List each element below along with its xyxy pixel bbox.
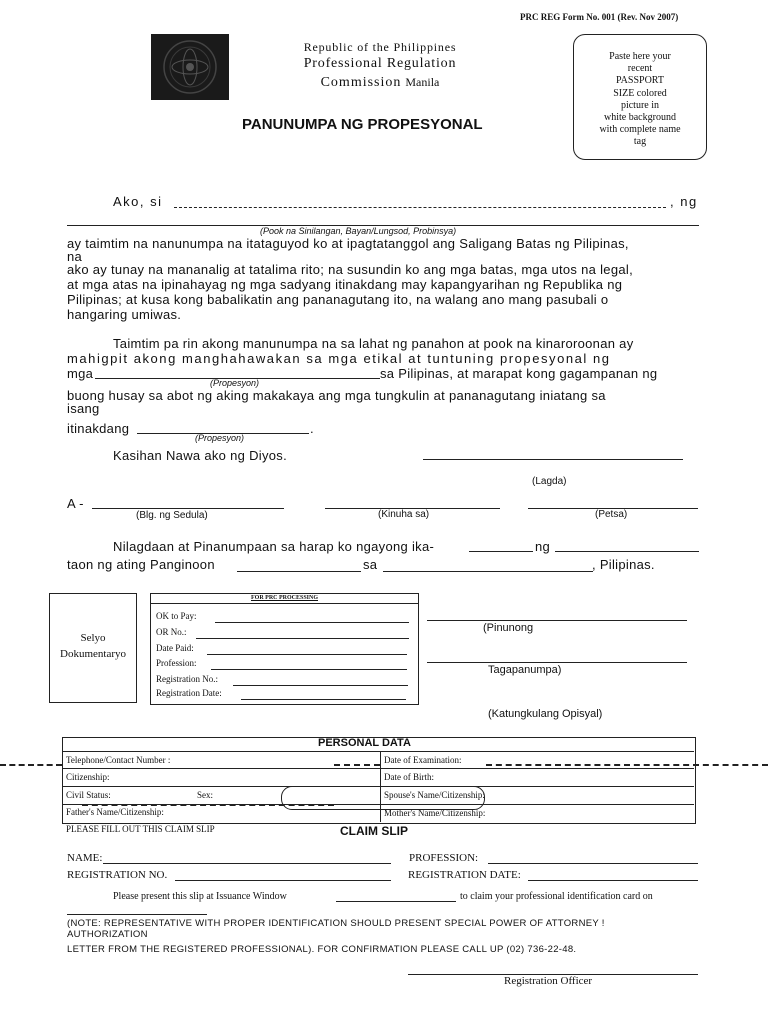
- photo-line: Paste here your: [609, 51, 671, 62]
- claim-reg-no-line[interactable]: [175, 880, 391, 881]
- reg-no-line[interactable]: [233, 685, 408, 686]
- oath-p2-line2: mahigpit akong manghahawakan sa mga etikal at tuntuning propesyonal ng: [67, 351, 611, 366]
- selyo-line: Selyo: [80, 632, 106, 644]
- please-fill-label: PLEASE FILL OUT THIS CLAIM SLIP: [66, 824, 215, 834]
- header-republic: Republic of the Philippines: [303, 40, 457, 54]
- signature-line[interactable]: [423, 459, 683, 460]
- seal-emblem-icon: [151, 34, 229, 100]
- profession-label-1: (Propesyon): [210, 378, 260, 388]
- ako-si-label: Ako, si: [113, 194, 163, 209]
- pd-divider: [62, 751, 694, 752]
- reg-date-line[interactable]: [241, 699, 406, 700]
- mga-label: mga: [67, 366, 94, 381]
- claim-name-label: NAME:: [67, 852, 103, 864]
- sex-label: Sex:: [197, 790, 214, 800]
- oath-line: at mga atas na ipinahayag ng mga sadyang itinakdang may kapangyarihan ng Republika ng: [67, 277, 623, 292]
- pd-divider: [62, 768, 694, 769]
- profession-field-line[interactable]: [211, 669, 407, 670]
- oath-p2-line3: sa Pilipinas, at marapat kong gagampanan ng: [380, 366, 658, 381]
- oath-line: ako ay tunay na mananalig at tatalima rito; na susundin ko ang mga batas, mga utos na legal,: [67, 262, 633, 277]
- lagda-label: (Lagda): [532, 476, 567, 487]
- date-exam-label: Date of Examination:: [384, 755, 462, 765]
- oath-line: hangaring umiwas.: [67, 307, 182, 322]
- form-number: PRC REG Form No. 001 (Rev. Nov 2007): [520, 12, 679, 22]
- citizenship-label: Citizenship:: [66, 772, 110, 782]
- processing-box: [150, 593, 419, 705]
- oath-p2-line4: buong husay sa abot ng aking makakaya ang mga tungkulin at pananagutang iniatang sa: [67, 388, 606, 403]
- profession-label-2: (Propesyon): [195, 433, 245, 443]
- or-no-line[interactable]: [196, 638, 409, 639]
- present-text-b: to claim your professional identification card on: [460, 891, 653, 902]
- header: [290, 40, 470, 91]
- a-prefix: A -: [67, 496, 84, 511]
- pilipinas-text: , Pilipinas.: [592, 557, 655, 572]
- note-line-3: LETTER FROM THE REGISTERED PROFESSIONAL). FOR CONFIRMATION PLEASE CALL UP (02) 736-22-48.: [67, 944, 577, 955]
- selyo-line: Dokumentaryo: [60, 648, 126, 660]
- processing-header: FOR PRC PROCESSING: [250, 595, 318, 601]
- page-title: PANUNUMPA NG PROPESYONAL: [242, 116, 483, 133]
- father-label: Father's Name/Citizenship:: [66, 807, 164, 817]
- photo-line: recent: [627, 63, 653, 75]
- pinunong-line[interactable]: [427, 620, 687, 621]
- period: .: [310, 421, 314, 436]
- oath-paragraph-1: [67, 236, 707, 322]
- month-line[interactable]: [555, 551, 699, 552]
- header-prc: Professional Regulation: [303, 56, 457, 71]
- date-birth-label: Date of Birth:: [384, 772, 434, 782]
- claim-reg-no-label: REGISTRATION NO.: [67, 869, 168, 881]
- kasihan-text: Kasihan Nawa ako ng Diyos.: [113, 448, 288, 463]
- cut-dashes-right: [486, 764, 768, 766]
- place-line[interactable]: [383, 571, 593, 572]
- ok-to-pay-label: OK to Pay:: [156, 611, 197, 621]
- photo-line: picture in: [620, 99, 660, 111]
- header-commission: [290, 73, 470, 91]
- oath-p2-line5: isang: [67, 401, 100, 416]
- issuance-window-line[interactable]: [336, 901, 456, 902]
- present-text-a: Please present this slip at Issuance Window: [113, 891, 287, 902]
- reg-no-label: Registration No.:: [156, 674, 218, 684]
- nilagdaan-ng: ng: [535, 539, 551, 554]
- claim-date-line[interactable]: [67, 914, 207, 915]
- cut-dashes-mid: [334, 764, 380, 766]
- date-paid-line[interactable]: [207, 654, 407, 655]
- day-line[interactable]: [469, 551, 533, 552]
- header-manila: Manila: [405, 75, 440, 89]
- ok-to-pay-line[interactable]: [215, 622, 409, 623]
- year-line[interactable]: [237, 571, 361, 572]
- civil-status-label: Civil Status:: [66, 790, 111, 800]
- claim-name-line[interactable]: [103, 863, 391, 864]
- tagapanumpa-label: Tagapanumpa): [488, 664, 562, 676]
- oath-line: na: [67, 249, 83, 264]
- spouse-label: Spouse's Name/Citizenship:: [384, 790, 485, 800]
- sedula-label: (Blg. ng Sedula): [136, 510, 208, 521]
- registration-officer-label: Registration Officer: [504, 975, 593, 987]
- itinakdang-label: itinakdang: [67, 421, 130, 436]
- photo-line: with complete name: [599, 124, 681, 136]
- claim-profession-label: PROFESSION:: [409, 852, 479, 864]
- oath-line: ay taimtim na nanunumpa na itataguyod ko at ipagtatanggol ang Saligang Batas ng Pilipinas,: [67, 236, 629, 251]
- ng-label: , ng: [670, 194, 698, 209]
- highlight-oval: [281, 786, 485, 810]
- katungkulang-label: (Katungkulang Opisyal): [488, 708, 603, 720]
- claim-reg-date-label: REGISTRATION DATE:: [408, 869, 521, 881]
- note-line-2: AUTHORIZATION: [67, 929, 148, 940]
- prc-seal-logo: [151, 34, 229, 100]
- photo-line: SIZE colored: [613, 87, 667, 99]
- sedula-line[interactable]: [92, 508, 284, 509]
- reg-date-label: Registration Date:: [156, 688, 222, 698]
- cut-dashes-left: [0, 764, 62, 766]
- taon-text: taon ng ating Panginoon: [67, 557, 215, 572]
- pinunong-label: (Pinunong: [483, 622, 534, 634]
- oath-line: Pilipinas; at kusa kong babalikatin ang pananagutang ito, na walang ano mang pasubali o: [67, 292, 609, 307]
- name-dashed-line[interactable]: [174, 207, 666, 208]
- note-line-1: (NOTE: REPRESENTATIVE WITH PROPER IDENTIFICATION SHOULD PRESENT SPECIAL POWER OF ATTORNEY !: [67, 918, 605, 929]
- or-no-label: OR No.:: [156, 627, 187, 637]
- claim-slip-title: CLAIM SLIP: [340, 824, 408, 838]
- date-paid-label: Date Paid:: [156, 643, 194, 653]
- nilagdaan-text: Nilagdaan at Pinanumpaan sa harap ko ngayong ika-: [113, 539, 435, 554]
- birthplace-label: (Pook na Sinilangan, Bayan/Lungsod, Probinsya): [260, 226, 457, 236]
- photo-line: white background: [604, 112, 676, 124]
- mother-label: Mother's Name/Citizenship:: [384, 808, 486, 818]
- claim-profession-line[interactable]: [488, 863, 698, 864]
- telephone-label: Telephone/Contact Number :: [66, 755, 171, 765]
- taon-sa: sa: [363, 557, 378, 572]
- tagapanumpa-line[interactable]: [427, 662, 687, 663]
- personal-data-title: PERSONAL DATA: [318, 737, 411, 749]
- kinuha-label: (Kinuha sa): [378, 509, 430, 520]
- photo-paste-box: [573, 34, 707, 160]
- profession-label: Profession:: [156, 658, 197, 668]
- oath-p2-line1: Taimtim pa rin akong manunumpa na sa lahat ng panahon at pook na kinaroroonan ay: [113, 336, 634, 351]
- photo-line: tag: [633, 136, 647, 148]
- selyo-box: [49, 593, 137, 703]
- photo-line: PASSPORT: [616, 75, 664, 87]
- claim-reg-date-line[interactable]: [528, 880, 698, 881]
- petsa-label: (Petsa): [595, 509, 628, 520]
- header-commission-word: Commission: [320, 75, 402, 90]
